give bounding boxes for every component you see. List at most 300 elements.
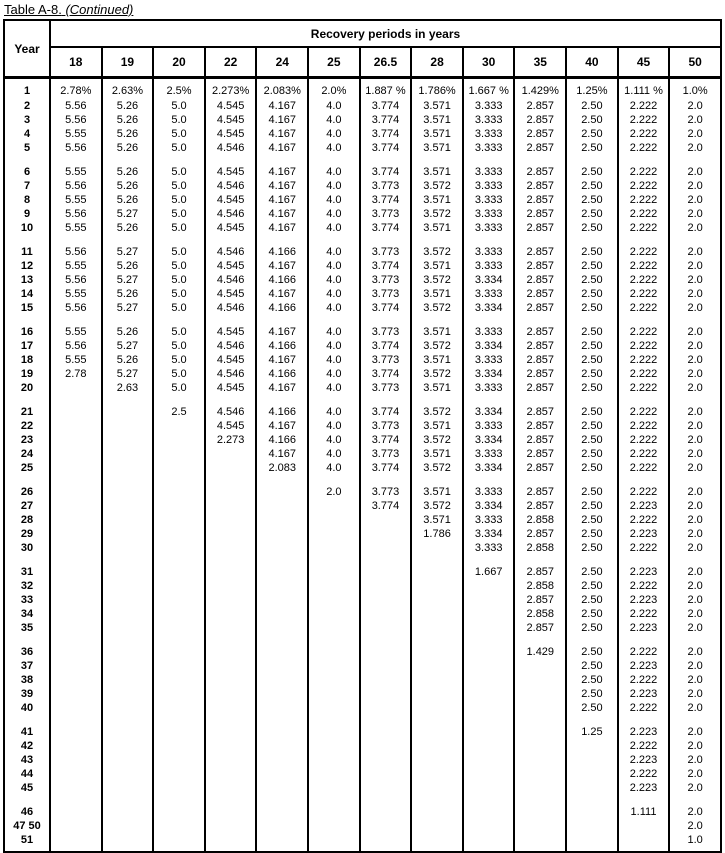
value-cell: 3.773 xyxy=(360,287,412,301)
value-cell: 3.572 xyxy=(411,273,463,287)
value-cell: 3.333 xyxy=(463,127,515,141)
value-cell: 2.273 xyxy=(205,433,257,447)
value-cell xyxy=(153,461,205,475)
value-cell: 1.0% xyxy=(669,78,721,100)
spacer-cell xyxy=(411,155,463,165)
value-cell: 4.167 xyxy=(256,287,308,301)
value-cell: 3.774 xyxy=(360,165,412,179)
value-cell: 2.50 xyxy=(566,405,618,419)
value-cell: 2.222 xyxy=(618,447,670,461)
spacer-cell xyxy=(153,395,205,405)
column-header-35: 35 xyxy=(514,47,566,78)
value-cell: 4.546 xyxy=(205,367,257,381)
spacer-cell xyxy=(256,395,308,405)
value-cell: 3.774 xyxy=(360,461,412,475)
value-cell: 3.572 xyxy=(411,301,463,315)
spacer-cell xyxy=(618,555,670,565)
table-row-year-11 xyxy=(4,245,721,259)
value-cell: 4.0 xyxy=(308,353,360,367)
value-cell xyxy=(411,739,463,753)
spacer-cell xyxy=(411,475,463,485)
spacer-cell xyxy=(514,475,566,485)
spacer-cell xyxy=(4,555,50,565)
spacer-cell xyxy=(205,475,257,485)
value-cell: 2.0 xyxy=(669,659,721,673)
value-cell: 2.78 xyxy=(50,367,102,381)
spacer-cell xyxy=(4,475,50,485)
value-cell xyxy=(50,687,102,701)
table-row-year-46 xyxy=(4,805,721,819)
value-cell: 4.546 xyxy=(205,339,257,353)
year-cell: 14 xyxy=(4,287,50,301)
value-cell: 5.27 xyxy=(102,301,154,315)
value-cell: 5.0 xyxy=(153,353,205,367)
value-cell: 2.222 xyxy=(618,353,670,367)
value-cell xyxy=(360,753,412,767)
value-cell: 3.571 xyxy=(411,419,463,433)
value-cell xyxy=(360,687,412,701)
table-row-year-34 xyxy=(4,607,721,621)
value-cell: 4.0 xyxy=(308,193,360,207)
value-cell: 2.50 xyxy=(566,701,618,715)
table-row-year-33 xyxy=(4,593,721,607)
year-cell: 16 xyxy=(4,325,50,339)
value-cell: 2.50 xyxy=(566,419,618,433)
value-cell xyxy=(102,739,154,753)
value-cell xyxy=(205,593,257,607)
table-row-year-22 xyxy=(4,419,721,433)
value-cell: 4.167 xyxy=(256,447,308,461)
value-cell xyxy=(308,687,360,701)
value-cell: 4.167 xyxy=(256,259,308,273)
table-row-year-17 xyxy=(4,339,721,353)
value-cell: 2.0 xyxy=(669,673,721,687)
value-cell: 3.774 xyxy=(360,141,412,155)
table-row-year-19 xyxy=(4,367,721,381)
spacer-cell xyxy=(308,395,360,405)
value-cell: 2.0 xyxy=(669,273,721,287)
value-cell: 2.857 xyxy=(514,193,566,207)
value-cell xyxy=(102,433,154,447)
value-cell xyxy=(308,805,360,819)
spacer-cell xyxy=(514,235,566,245)
table-row-year-24 xyxy=(4,447,721,461)
value-cell: 4.0 xyxy=(308,259,360,273)
value-cell: 2.50 xyxy=(566,381,618,395)
table-row-year-30 xyxy=(4,541,721,555)
spacer-cell xyxy=(308,555,360,565)
value-cell xyxy=(411,645,463,659)
value-cell xyxy=(102,673,154,687)
value-cell xyxy=(463,819,515,833)
value-cell: 2.50 xyxy=(566,687,618,701)
value-cell xyxy=(102,725,154,739)
spacer-cell xyxy=(618,475,670,485)
spacer-cell xyxy=(205,235,257,245)
value-cell xyxy=(463,781,515,795)
value-cell: 4.167 xyxy=(256,325,308,339)
value-cell xyxy=(360,645,412,659)
spacer-cell xyxy=(411,315,463,325)
value-cell: 2.0 xyxy=(669,353,721,367)
year-cell: 39 xyxy=(4,687,50,701)
column-header-22: 22 xyxy=(205,47,257,78)
value-cell: 1.887 % xyxy=(360,78,412,100)
value-cell xyxy=(102,405,154,419)
value-cell: 3.333 xyxy=(463,193,515,207)
value-cell xyxy=(514,673,566,687)
value-cell: 2.0 xyxy=(669,447,721,461)
value-cell: 4.167 xyxy=(256,419,308,433)
value-cell xyxy=(256,673,308,687)
spacer-cell xyxy=(102,155,154,165)
value-cell xyxy=(50,725,102,739)
value-cell: 2.0 xyxy=(669,259,721,273)
value-cell xyxy=(463,753,515,767)
value-cell xyxy=(360,819,412,833)
spacer-cell xyxy=(463,635,515,645)
value-cell: 3.333 xyxy=(463,353,515,367)
group-spacer-row xyxy=(4,235,721,245)
value-cell: 2.0 xyxy=(669,687,721,701)
value-cell: 2.0 xyxy=(669,207,721,221)
value-cell: 3.773 xyxy=(360,273,412,287)
value-cell xyxy=(102,805,154,819)
spacer-cell xyxy=(102,395,154,405)
value-cell: 2.0 xyxy=(669,245,721,259)
spacer-cell xyxy=(360,315,412,325)
value-cell xyxy=(50,461,102,475)
value-cell xyxy=(153,781,205,795)
value-cell: 2.222 xyxy=(618,673,670,687)
year-cell: 45 xyxy=(4,781,50,795)
year-cell: 40 xyxy=(4,701,50,715)
value-cell: 3.571 xyxy=(411,513,463,527)
value-cell xyxy=(205,767,257,781)
value-cell: 4.167 xyxy=(256,353,308,367)
value-cell: 3.571 xyxy=(411,127,463,141)
year-cell: 46 xyxy=(4,805,50,819)
value-cell xyxy=(566,833,618,852)
value-cell xyxy=(102,659,154,673)
column-header-25: 25 xyxy=(308,47,360,78)
value-cell: 4.545 xyxy=(205,353,257,367)
year-cell: 9 xyxy=(4,207,50,221)
value-cell: 2.857 xyxy=(514,207,566,221)
value-cell: 5.56 xyxy=(50,207,102,221)
value-cell: 2.222 xyxy=(618,485,670,499)
value-cell xyxy=(360,565,412,579)
value-cell: 4.0 xyxy=(308,141,360,155)
value-cell: 2.50 xyxy=(566,301,618,315)
value-cell: 2.50 xyxy=(566,165,618,179)
value-cell: 5.56 xyxy=(50,301,102,315)
value-cell xyxy=(463,805,515,819)
spacer-cell xyxy=(618,635,670,645)
value-cell: 3.333 xyxy=(463,245,515,259)
value-cell xyxy=(153,805,205,819)
value-cell xyxy=(256,753,308,767)
value-cell: 2.0 xyxy=(669,621,721,635)
year-cell: 5 xyxy=(4,141,50,155)
spacer-cell xyxy=(153,635,205,645)
value-cell: 2.857 xyxy=(514,273,566,287)
table-row-year-7 xyxy=(4,179,721,193)
spacer-cell xyxy=(360,395,412,405)
value-cell xyxy=(50,593,102,607)
spacer-cell xyxy=(514,395,566,405)
value-cell: 5.26 xyxy=(102,221,154,235)
value-cell: 2.222 xyxy=(618,221,670,235)
spacer-cell xyxy=(256,475,308,485)
value-cell xyxy=(102,541,154,555)
year-cell: 44 xyxy=(4,767,50,781)
year-cell: 23 xyxy=(4,433,50,447)
value-cell: 3.572 xyxy=(411,207,463,221)
value-cell: 2.50 xyxy=(566,127,618,141)
value-cell: 2.50 xyxy=(566,499,618,513)
value-cell: 4.167 xyxy=(256,179,308,193)
value-cell: 2.50 xyxy=(566,367,618,381)
value-cell: 2.50 xyxy=(566,527,618,541)
value-cell: 3.774 xyxy=(360,499,412,513)
value-cell xyxy=(256,687,308,701)
value-cell xyxy=(50,541,102,555)
value-cell: 4.546 xyxy=(205,141,257,155)
year-cell: 13 xyxy=(4,273,50,287)
value-cell xyxy=(50,701,102,715)
value-cell: 5.27 xyxy=(102,367,154,381)
value-cell: 2.0 xyxy=(669,301,721,315)
value-cell: 2.50 xyxy=(566,259,618,273)
value-cell: 2.857 xyxy=(514,565,566,579)
group-spacer-row xyxy=(4,555,721,565)
value-cell: 2.50 xyxy=(566,273,618,287)
value-cell xyxy=(102,687,154,701)
table-row-year-41 xyxy=(4,725,721,739)
value-cell: 2.857 xyxy=(514,165,566,179)
value-cell: 2.222 xyxy=(618,381,670,395)
value-cell xyxy=(153,673,205,687)
value-cell: 2.857 xyxy=(514,485,566,499)
value-cell: 4.0 xyxy=(308,461,360,475)
value-cell xyxy=(308,833,360,852)
value-cell xyxy=(308,673,360,687)
spacer-cell xyxy=(308,235,360,245)
value-cell: 2.0 xyxy=(669,541,721,555)
value-cell: 2.50 xyxy=(566,179,618,193)
value-cell xyxy=(153,499,205,513)
value-cell: 2.857 xyxy=(514,353,566,367)
value-cell xyxy=(205,447,257,461)
year-cell: 29 xyxy=(4,527,50,541)
spacer-cell xyxy=(411,555,463,565)
value-cell: 2.222 xyxy=(618,433,670,447)
value-cell: 4.167 xyxy=(256,127,308,141)
value-cell: 2.857 xyxy=(514,141,566,155)
value-cell xyxy=(566,753,618,767)
value-cell xyxy=(256,621,308,635)
value-cell: 2.222 xyxy=(618,99,670,113)
value-cell xyxy=(463,701,515,715)
value-cell xyxy=(205,607,257,621)
value-cell: 2.857 xyxy=(514,179,566,193)
spacer-cell xyxy=(669,235,721,245)
value-cell xyxy=(463,607,515,621)
value-cell: 4.0 xyxy=(308,419,360,433)
value-cell: 2.857 xyxy=(514,419,566,433)
value-cell xyxy=(463,739,515,753)
spacer-cell xyxy=(411,395,463,405)
value-cell: 2.50 xyxy=(566,621,618,635)
value-cell: 2.222 xyxy=(618,767,670,781)
value-cell: 5.56 xyxy=(50,273,102,287)
spacer-cell xyxy=(618,235,670,245)
value-cell xyxy=(205,673,257,687)
value-cell: 2.857 xyxy=(514,287,566,301)
value-cell: 2.50 xyxy=(566,593,618,607)
value-cell: 2.0 xyxy=(308,485,360,499)
spacer-cell xyxy=(566,555,618,565)
value-cell: 2.222 xyxy=(618,701,670,715)
value-cell xyxy=(50,579,102,593)
value-cell: 5.27 xyxy=(102,273,154,287)
value-cell xyxy=(153,659,205,673)
year-cell: 33 xyxy=(4,593,50,607)
value-cell xyxy=(50,565,102,579)
value-cell: 1.25% xyxy=(566,78,618,100)
value-cell: 5.26 xyxy=(102,141,154,155)
spacer-cell xyxy=(618,395,670,405)
year-cell: 37 xyxy=(4,659,50,673)
value-cell xyxy=(411,805,463,819)
value-cell xyxy=(514,659,566,673)
value-cell xyxy=(256,527,308,541)
value-cell: 4.545 xyxy=(205,127,257,141)
value-cell: 3.773 xyxy=(360,325,412,339)
value-cell: 3.572 xyxy=(411,339,463,353)
value-cell: 5.56 xyxy=(50,245,102,259)
value-cell: 3.774 xyxy=(360,339,412,353)
value-cell: 3.572 xyxy=(411,499,463,513)
value-cell: 4.167 xyxy=(256,221,308,235)
value-cell xyxy=(256,607,308,621)
value-cell: 3.571 xyxy=(411,259,463,273)
value-cell: 2.50 xyxy=(566,433,618,447)
value-cell: 2.50 xyxy=(566,565,618,579)
value-cell: 3.774 xyxy=(360,221,412,235)
value-cell: 2.50 xyxy=(566,541,618,555)
value-cell: 3.773 xyxy=(360,381,412,395)
value-cell xyxy=(411,621,463,635)
table-row-year-14 xyxy=(4,287,721,301)
year-cell: 26 xyxy=(4,485,50,499)
table-row-year-27 xyxy=(4,499,721,513)
table-row-year-29 xyxy=(4,527,721,541)
spacer-cell xyxy=(205,715,257,725)
value-cell: 3.572 xyxy=(411,461,463,475)
value-cell xyxy=(102,499,154,513)
value-cell: 4.0 xyxy=(308,221,360,235)
value-cell: 4.546 xyxy=(205,179,257,193)
value-cell: 3.571 xyxy=(411,165,463,179)
table-body xyxy=(4,78,721,853)
spacer-cell xyxy=(4,235,50,245)
value-cell xyxy=(514,739,566,753)
value-cell xyxy=(411,725,463,739)
value-cell: 2.50 xyxy=(566,207,618,221)
spacer-cell xyxy=(411,795,463,805)
value-cell: 2.857 xyxy=(514,405,566,419)
spacer-cell xyxy=(308,475,360,485)
value-cell: 1.786 xyxy=(411,527,463,541)
spacer-cell xyxy=(411,235,463,245)
table-row-year-38 xyxy=(4,673,721,687)
value-cell: 2.0 xyxy=(669,99,721,113)
value-cell xyxy=(153,541,205,555)
value-cell xyxy=(205,725,257,739)
value-cell: 2.222 xyxy=(618,165,670,179)
value-cell: 2.50 xyxy=(566,461,618,475)
value-cell: 2.0 xyxy=(669,565,721,579)
value-cell xyxy=(205,833,257,852)
year-cell: 21 xyxy=(4,405,50,419)
spacer-cell xyxy=(153,795,205,805)
value-cell: 5.55 xyxy=(50,325,102,339)
column-header-50: 50 xyxy=(669,47,721,78)
spacer-cell xyxy=(50,395,102,405)
spacer-cell xyxy=(205,315,257,325)
value-cell xyxy=(566,781,618,795)
spacer-cell xyxy=(205,395,257,405)
year-cell: 28 xyxy=(4,513,50,527)
value-cell xyxy=(50,739,102,753)
value-cell xyxy=(463,687,515,701)
value-cell: 2.223 xyxy=(618,687,670,701)
value-cell: 4.166 xyxy=(256,273,308,287)
table-row-year-42 xyxy=(4,739,721,753)
value-cell xyxy=(256,701,308,715)
value-cell xyxy=(514,819,566,833)
value-cell: 3.333 xyxy=(463,325,515,339)
column-header-40: 40 xyxy=(566,47,618,78)
value-cell xyxy=(102,513,154,527)
value-cell xyxy=(50,485,102,499)
value-cell: 2.223 xyxy=(618,659,670,673)
value-cell xyxy=(205,527,257,541)
value-cell: 3.774 xyxy=(360,259,412,273)
value-cell xyxy=(514,753,566,767)
spacer-cell xyxy=(153,475,205,485)
value-cell: 3.334 xyxy=(463,527,515,541)
value-cell xyxy=(205,541,257,555)
value-cell: 3.333 xyxy=(463,485,515,499)
value-cell: 3.571 xyxy=(411,447,463,461)
value-cell xyxy=(205,701,257,715)
value-cell: 2.222 xyxy=(618,127,670,141)
value-cell: 3.333 xyxy=(463,113,515,127)
spacer-cell xyxy=(50,235,102,245)
value-cell xyxy=(256,579,308,593)
value-cell: 4.166 xyxy=(256,367,308,381)
value-cell xyxy=(514,725,566,739)
value-cell xyxy=(411,781,463,795)
value-cell: 3.333 xyxy=(463,447,515,461)
value-cell: 3.773 xyxy=(360,207,412,221)
value-cell: 1.0 xyxy=(669,833,721,852)
value-cell: 3.333 xyxy=(463,179,515,193)
spacer-cell xyxy=(514,155,566,165)
